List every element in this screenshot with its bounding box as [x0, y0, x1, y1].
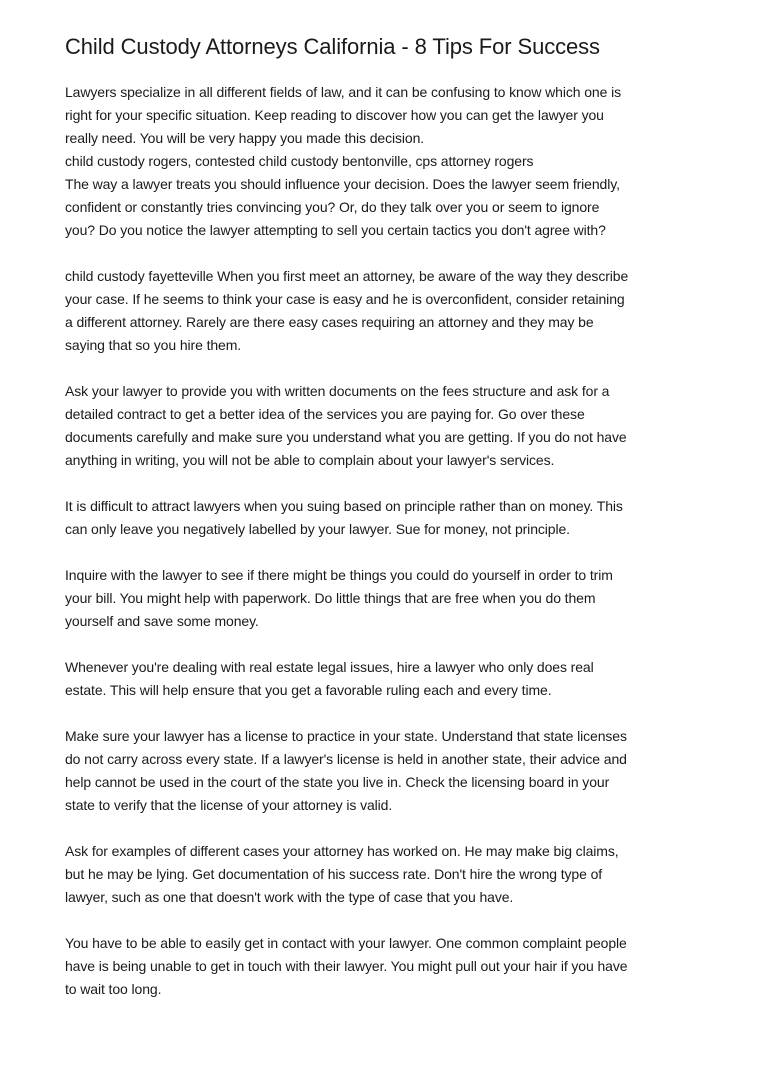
- paragraph-trim-bill: [65, 564, 715, 633]
- paragraph-keywords: [65, 150, 715, 173]
- text-line: child custody fayetteville When you first meet an attorney, be aware of the way they describe: [65, 268, 629, 284]
- text-line: lawyer, such as one that doesn't work with the type of case that you have.: [65, 889, 514, 905]
- text-line: Ask your lawyer to provide you with written documents on the fees structure and ask for a: [65, 383, 610, 399]
- text-line: to wait too long.: [65, 981, 162, 997]
- text-line: but he may be lying. Get documentation of his success rate. Don't hire the wrong type of: [65, 866, 603, 882]
- text-line: It is difficult to attract lawyers when you suing based on principle rather than on money. This: [65, 498, 623, 514]
- text-line: anything in writing, you will not be able to complain about your lawyer's services.: [65, 452, 555, 468]
- document-page: [65, 30, 715, 1024]
- paragraph-principle: [65, 495, 715, 541]
- paragraph-real-estate: [65, 656, 715, 702]
- text-line: You have to be able to easily get in contact with your lawyer. One common complaint people: [65, 935, 627, 951]
- document-title: Child Custody Attorneys California - 8 Tips For Success: [65, 34, 600, 59]
- text-line: child custody rogers, contested child custody bentonville, cps attorney rogers: [65, 153, 534, 169]
- paragraph-examples: [65, 840, 715, 909]
- text-line: state to verify that the license of your attorney is valid.: [65, 797, 393, 813]
- text-line: documents carefully and make sure you understand what you are getting. If you do not have: [65, 429, 627, 445]
- text-line: Whenever you're dealing with real estate legal issues, hire a lawyer who only does real: [65, 659, 594, 675]
- paragraph-intro: [65, 81, 715, 150]
- text-line: detailed contract to get a better idea of the services you are paying for. Go over these: [65, 406, 585, 422]
- paragraph-lawyer-treatment: [65, 173, 715, 242]
- text-line: really need. You will be very happy you made this decision.: [65, 130, 425, 146]
- text-line: confident or constantly tries convincing you? Or, do they talk over you or seem to ignore: [65, 199, 600, 215]
- text-line: can only leave you negatively labelled by your lawyer. Sue for money, not principle.: [65, 521, 570, 537]
- paragraph-fees: [65, 380, 715, 472]
- text-line: your case. If he seems to think your case is easy and he is overconfident, consider retaining: [65, 291, 625, 307]
- paragraph-first-meeting: [65, 265, 715, 357]
- text-line: yourself and save some money.: [65, 613, 259, 629]
- text-line: you? Do you notice the lawyer attempting to sell you certain tactics you don't agree with?: [65, 222, 606, 238]
- text-line: Lawyers specialize in all different fields of law, and it can be confusing to know which one is: [65, 84, 622, 100]
- text-line: Ask for examples of different cases your attorney has worked on. He may make big claims,: [65, 843, 619, 859]
- text-line: estate. This will help ensure that you get a favorable ruling each and every time.: [65, 682, 552, 698]
- text-line: Inquire with the lawyer to see if there might be things you could do yourself in order to trim: [65, 567, 613, 583]
- text-line: right for your specific situation. Keep reading to discover how you can get the lawyer you: [65, 107, 604, 123]
- text-line: your bill. You might help with paperwork. Do little things that are free when you do them: [65, 590, 596, 606]
- paragraph-license: [65, 725, 715, 817]
- paragraph-contact: [65, 932, 715, 1001]
- text-line: Make sure your lawyer has a license to practice in your state. Understand that state licenses: [65, 728, 627, 744]
- text-line: help cannot be used in the court of the state you live in. Check the licensing board in your: [65, 774, 610, 790]
- text-line: saying that so you hire them.: [65, 337, 242, 353]
- text-line: do not carry across every state. If a lawyer's license is held in another state, their advice and: [65, 751, 627, 767]
- text-line: have is being unable to get in touch with their lawyer. You might pull out your hair if you have: [65, 958, 628, 974]
- text-line: a different attorney. Rarely are there easy cases requiring an attorney and they may be: [65, 314, 594, 330]
- text-line: The way a lawyer treats you should influence your decision. Does the lawyer seem friendly,: [65, 176, 620, 192]
